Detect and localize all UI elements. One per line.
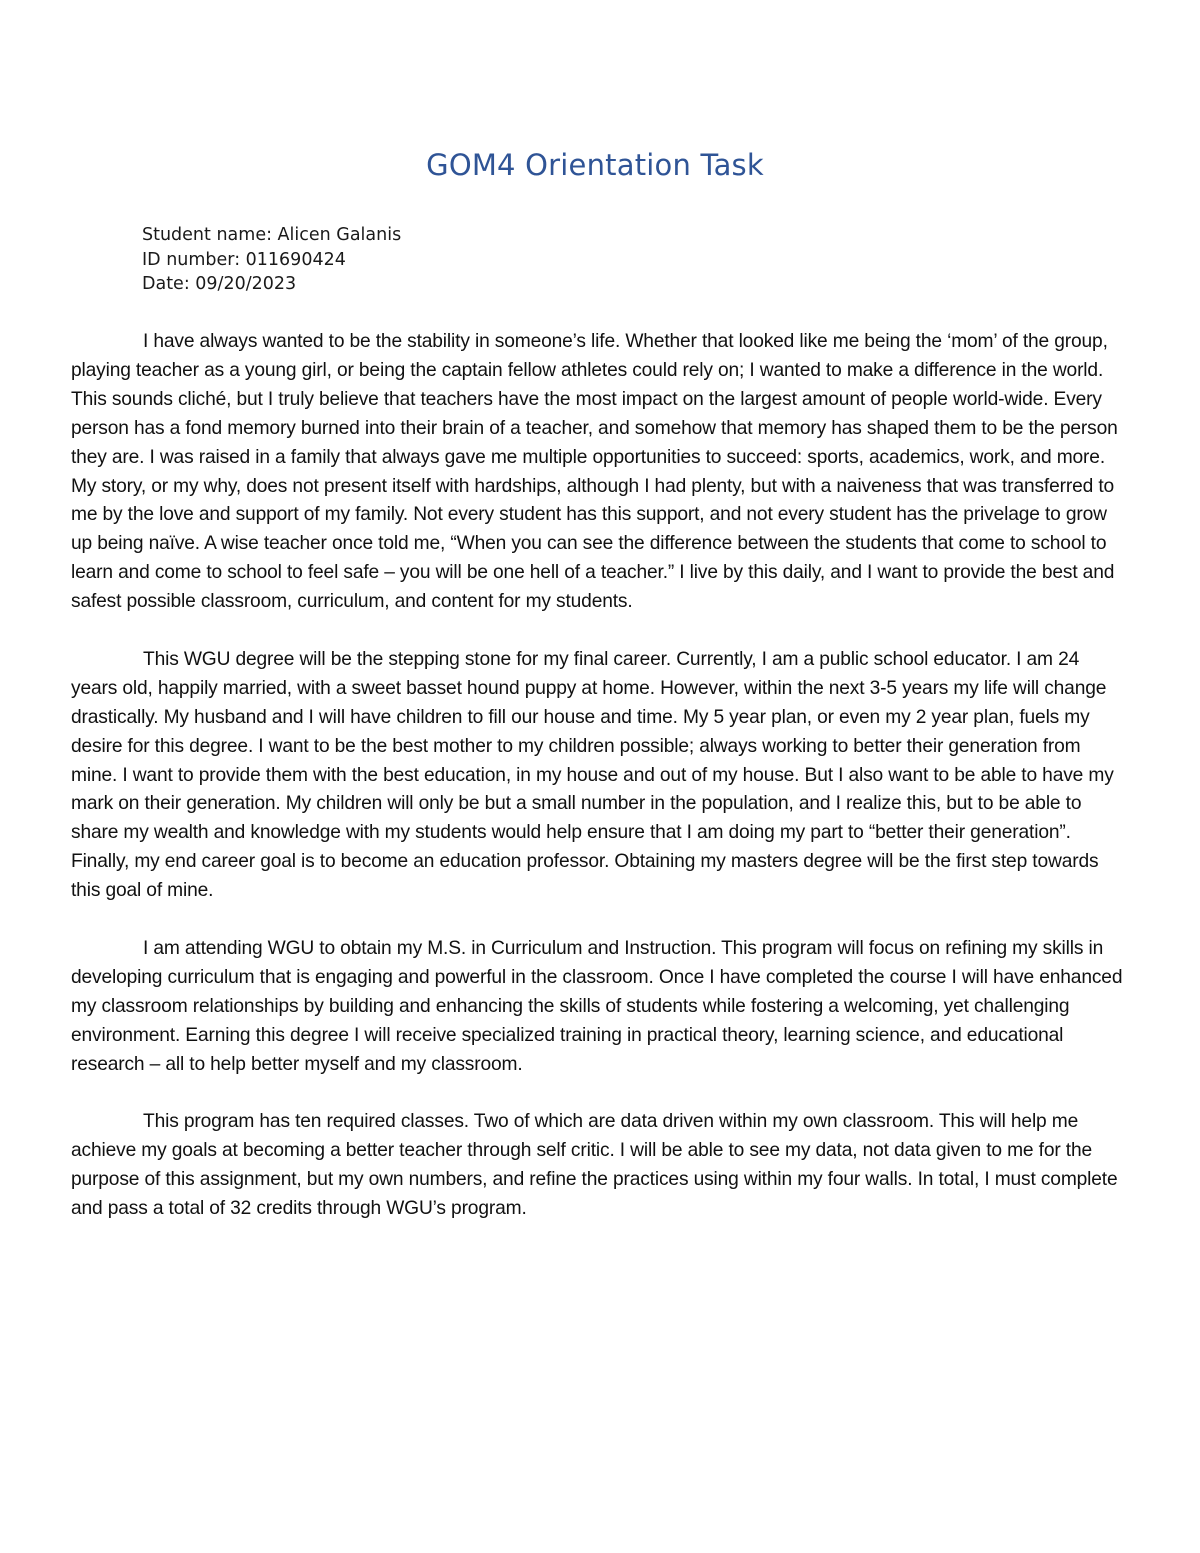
id-number-line: ID number: 011690424 [142, 249, 346, 270]
student-name-line: Student name: Alicen Galanis [142, 225, 402, 245]
student-info-block [142, 223, 401, 297]
paragraph-4: This program has ten required classes. Two of which are data driven within my own classroom. This will help me achieve my goals at becoming a better teacher through self critic. I will be able to see my data, not data given to me for the purpose of this assignment, but my own numbers, and refine the practices using within my four walls. In total, I must complete and pass a total of 32 credits through WGU’s program. [71, 1111, 1118, 1220]
paragraph-2: This WGU degree will be the stepping stone for my final career. Currently, I am a public school educator. I am 24 years old, happily married, with a sweet basset hound puppy at home. However, within the next 3-5 years my life will change drastically. My husband and I will have children to fill our house and time. My 5 year plan, or even my 2 year plan, fuels my desire for this degree. I want to be the best mother to my children possible; always working to better their generation from mine. I want to provide them with the best education, in my house and out of my house. But I also want to be able to have my mark on their generation. My children will only be but a small number in the population, and I realize this, but to be able to share my wealth and knowledge with my students would help ensure that I am doing my part to “better their generation”. Finally, my end career goal is to become an education professor. Obtaining my masters degree will be the first step towards this goal of mine. [71, 648, 1114, 902]
paragraph-1: I have always wanted to be the stability in someone’s life. Whether that looked like me being the ‘mom’ of the group, playing teacher as a young girl, or being the captain fellow athletes could rely on; I wanted to make a difference in the world. This sounds cliché, but I truly believe that teachers have the most impact on the largest amount of people world-wide. Every person has a fond memory burned into their brain of a teacher, and somehow that memory has shaped them to be the person they are. I was raised in a family that always gave me multiple opportunities to succeed: sports, academics, work, and more. My story, or my why, does not present itself with hardships, although I had plenty, but with a naiveness that was transferred to me by the love and support of my family. Not every student has this support, and not every student has the privelage to grow up being naïve. A wise teacher once told me, “When you can see the difference between the students that come to school to learn and come to school to feel safe – you will be one hell of a teacher.” I live by this daily, and I want to provide the best and safest possible classroom, curriculum, and content for my students. [71, 331, 1118, 613]
date-line: Date: 09/20/2023 [142, 274, 297, 294]
paragraph-3: I am attending WGU to obtain my M.S. in Curriculum and Instruction. This program will focus on refining my skills in developing curriculum that is engaging and powerful in the classroom. Once I have completed the course I will have enhanced my classroom relationships by building and enhancing the skills of students while fostering a welcoming, yet challenging environment. Earning this degree I will receive specialized training in practical theory, learning science, and educational research – all to help better myself and my classroom. [71, 938, 1123, 1075]
essay-body [71, 328, 1129, 1253]
document-title: GOM4 Orientation Task [426, 148, 764, 182]
